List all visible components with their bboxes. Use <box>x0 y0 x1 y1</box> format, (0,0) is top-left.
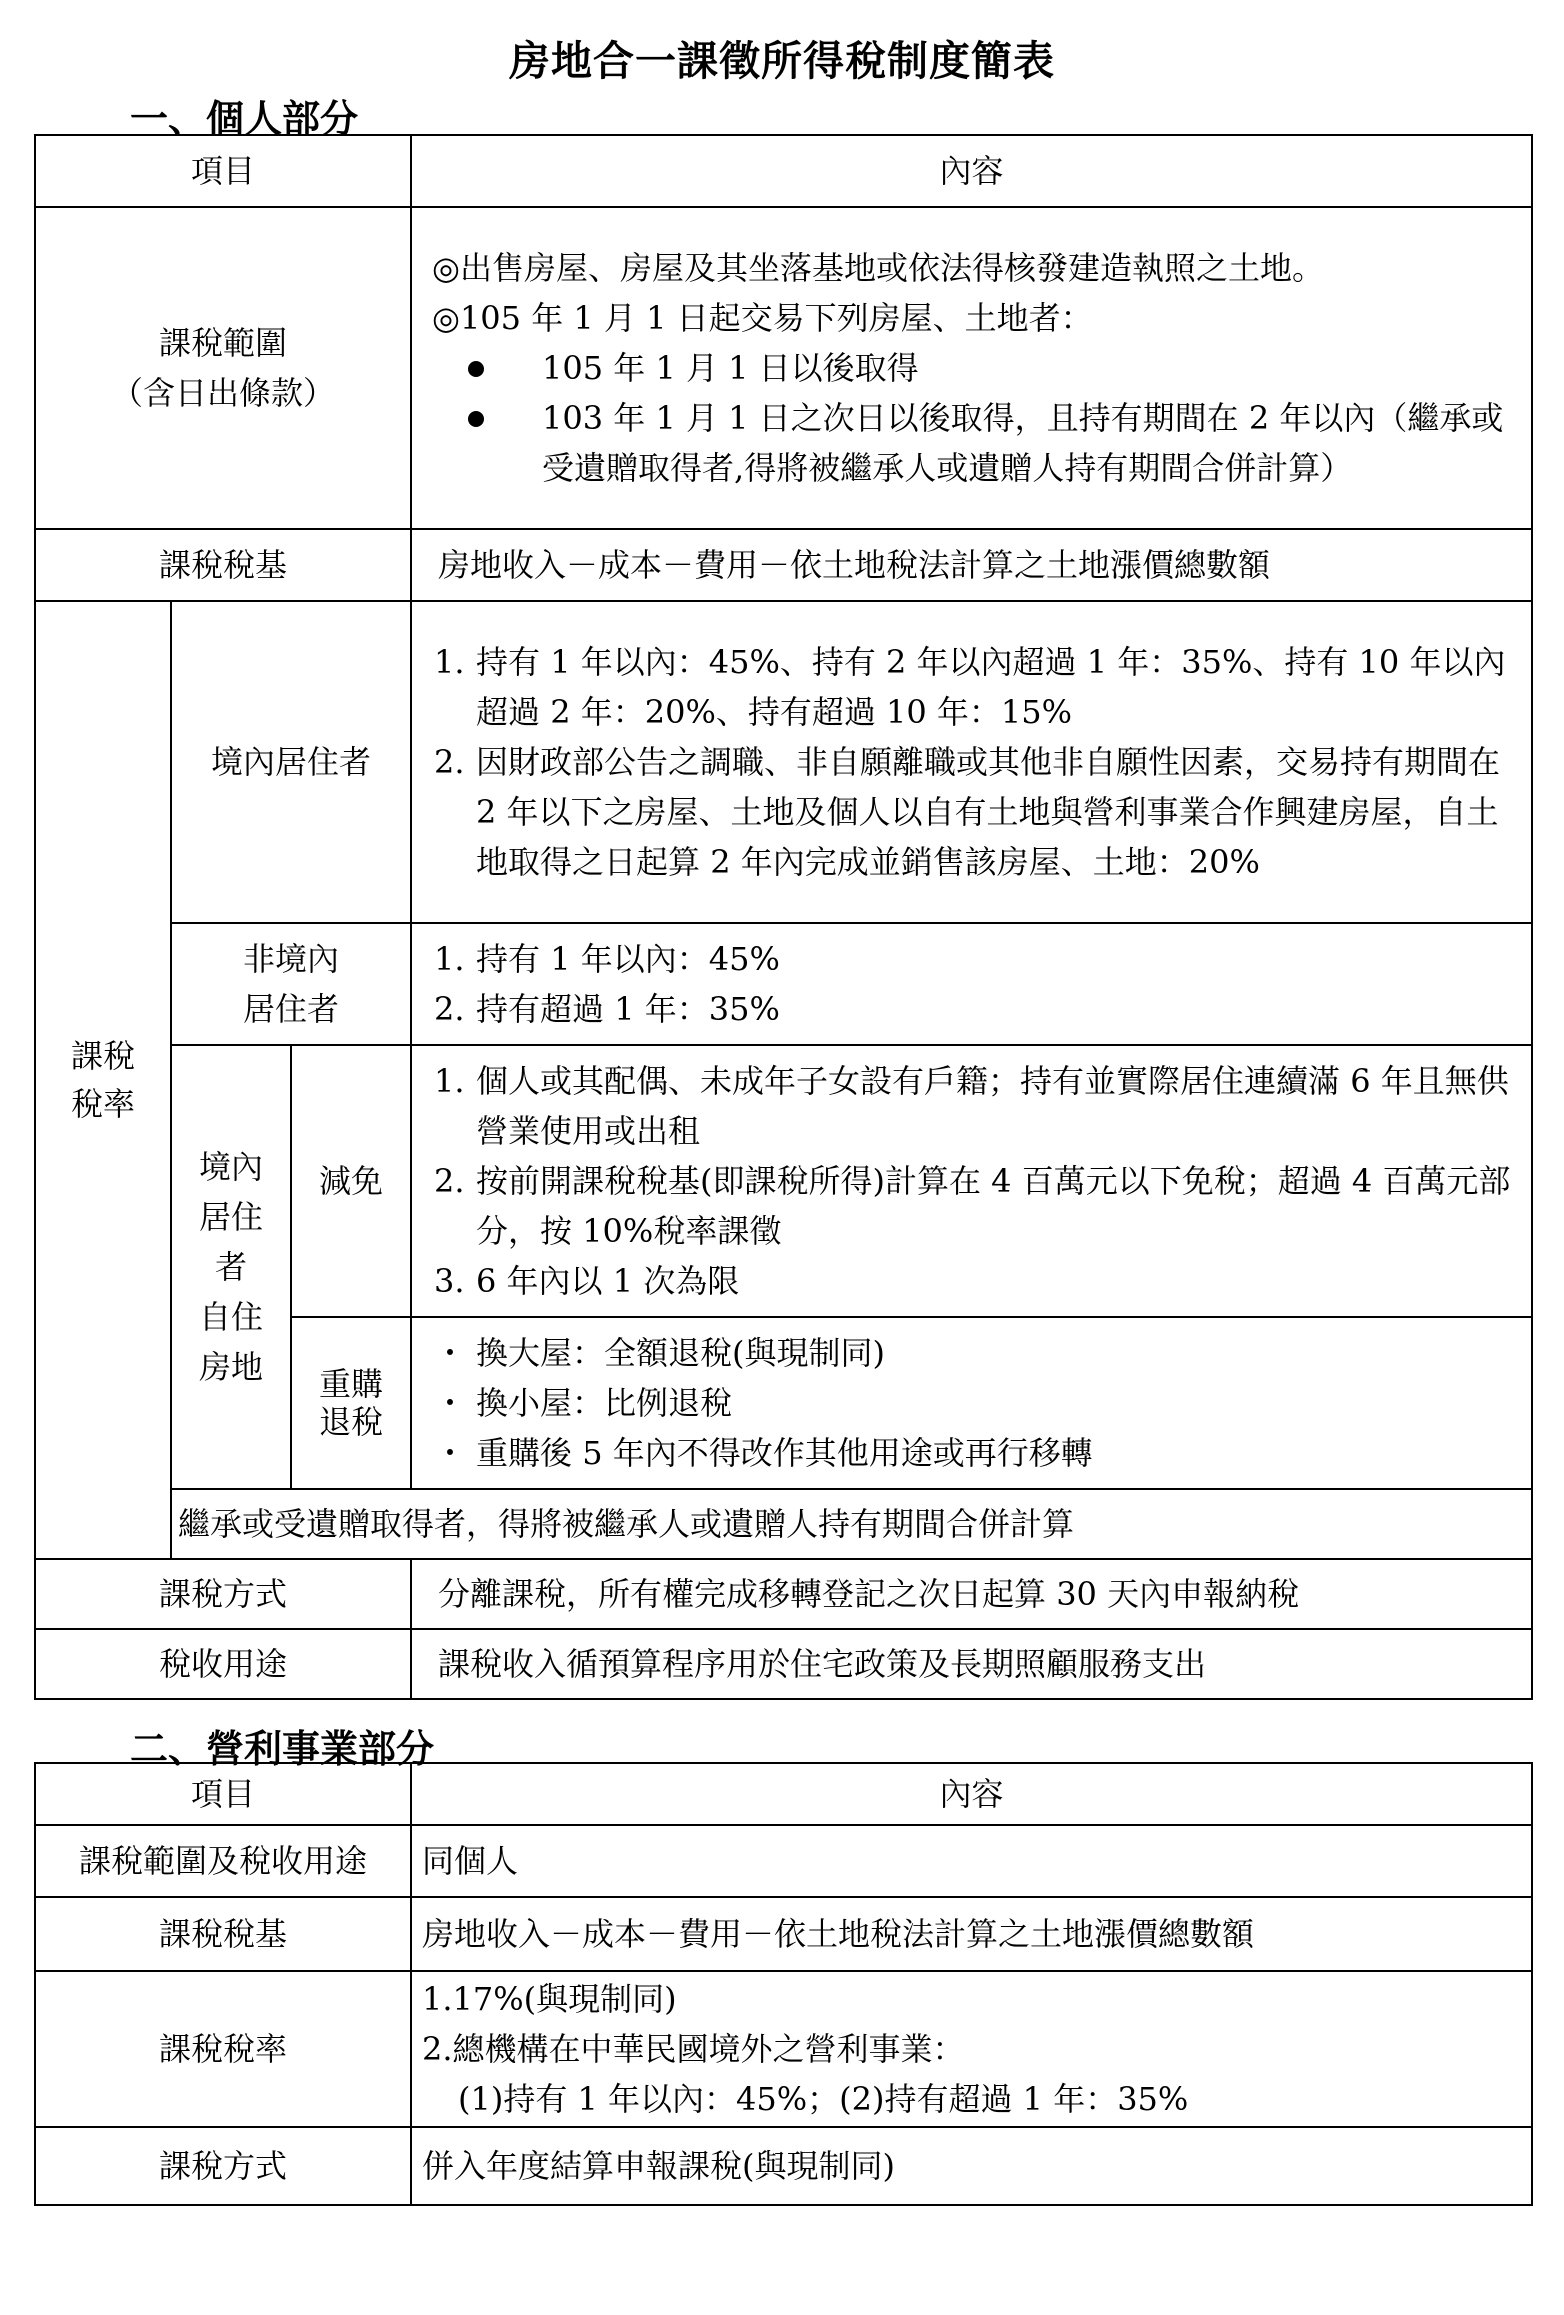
rate-label: 課稅 稅率 <box>35 601 171 1559</box>
rate-line: 2.總機構在中華民國境外之營利事業： <box>422 2030 965 2068</box>
business-base-label: 課稅稅基 <box>35 1897 411 1971</box>
personal-table <box>34 134 1533 1700</box>
business-rate-label: 課稅稅率 <box>35 1971 411 2127</box>
nonresident-content <box>411 923 1532 1045</box>
bullet-icon <box>468 361 484 377</box>
scope-bullet: 103 年 1 月 1 日之次日以後取得，且持有期間在 2 年以內（繼承或受遺贈取得者,得將被繼承人或遺贈人持有期間合併計算） <box>432 393 1521 493</box>
usage-content: 課稅收入循預算程序用於住宅政策及長期照顧服務支出 <box>411 1629 1532 1699</box>
usage-label: 稅收用途 <box>35 1629 411 1699</box>
list-item: 1. 持有 1 年以內：45% <box>434 940 780 978</box>
business-table <box>34 1762 1533 2206</box>
header-content: 內容 <box>411 1763 1532 1825</box>
header-item: 項目 <box>35 1763 411 1825</box>
business-rate-content <box>411 1971 1532 2127</box>
scope-content <box>411 207 1532 529</box>
list-item: 1. 個人或其配偶、未成年子女設有戶籍；持有並實際居住連續滿 6 年且無供營業使用或出租 <box>434 1062 1509 1150</box>
exemption-content <box>411 1045 1532 1317</box>
list-item: 2. 持有超過 1 年：35% <box>434 990 780 1028</box>
nonresident-label: 非境內 居住者 <box>171 923 411 1045</box>
scope-line: ◎出售房屋、房屋及其坐落基地或依法得核發建造執照之土地。 <box>432 249 1324 287</box>
list-item: 2. 因財政部公告之調職、非自願離職或其他非自願性因素，交易持有期間在 2 年以下之房屋、土地及個人以自有土地與營利事業合作興建房屋，自土地取得之日起算 2 年內完成並銷售該房屋、土地：20% <box>434 743 1501 881</box>
scope-bullet: 105 年 1 月 1 日以後取得 <box>432 343 1521 393</box>
section-heading-business: 二、營利事業部分 <box>130 1727 435 1771</box>
resident-content <box>411 601 1532 923</box>
list-item: ・ 換大屋：全額退稅(與現制同) <box>434 1334 885 1372</box>
page-title: 房地合一課徵所得稅制度簡表 <box>509 37 1055 85</box>
selfuse-label: 境內 居住 者 自住 房地 <box>171 1045 291 1489</box>
header-item: 項目 <box>35 135 411 207</box>
repurchase-label: 重購 退稅 <box>291 1317 411 1489</box>
rate-line: 1.17%(與現制同) <box>422 1980 677 2018</box>
list-item: 3. 6 年內以 1 次為限 <box>434 1262 740 1300</box>
list-item: ・ 重購後 5 年內不得改作其他用途或再行移轉 <box>434 1434 1093 1472</box>
scope-label: 課稅範圍 （含日出條款） <box>35 207 411 529</box>
business-base-content: 房地收入－成本－費用－依土地稅法計算之土地漲價總數額 <box>411 1897 1532 1971</box>
method-label: 課稅方式 <box>35 1559 411 1629</box>
exemption-label: 減免 <box>291 1045 411 1317</box>
list-item: 2. 按前開課稅稅基(即課稅所得)計算在 4 百萬元以下免稅；超過 4 百萬元部分，按 10%稅率課徵 <box>434 1162 1511 1250</box>
repurchase-content <box>411 1317 1532 1489</box>
section-heading-personal: 一、個人部分 <box>130 97 359 141</box>
business-scope-label: 課稅範圍及稅收用途 <box>35 1825 411 1897</box>
business-method-content: 併入年度結算申報課稅(與現制同) <box>411 2127 1532 2205</box>
inherit-note: 繼承或受遺贈取得者，得將被繼承人或遺贈人持有期間合併計算 <box>171 1489 1532 1559</box>
bullet-icon <box>468 411 484 427</box>
rate-line: (1)持有 1 年以內：45%；(2)持有超過 1 年：35% <box>458 2080 1189 2118</box>
list-item: 1. 持有 1 年以內：45%、持有 2 年以內超過 1 年：35%、持有 10 年以內超過 2 年：20%、持有超過 10 年：15% <box>434 643 1506 731</box>
header-content: 內容 <box>411 135 1532 207</box>
business-method-label: 課稅方式 <box>35 2127 411 2205</box>
base-content: 房地收入－成本－費用－依土地稅法計算之土地漲價總數額 <box>411 529 1532 601</box>
business-scope-content: 同個人 <box>411 1825 1532 1897</box>
method-content: 分離課稅，所有權完成移轉登記之次日起算 30 天內申報納稅 <box>411 1559 1532 1629</box>
scope-line: ◎105 年 1 月 1 日起交易下列房屋、土地者： <box>432 299 1093 337</box>
resident-label: 境內居住者 <box>171 601 411 923</box>
list-item: ・ 換小屋：比例退稅 <box>434 1384 733 1422</box>
base-label: 課稅稅基 <box>35 529 411 601</box>
